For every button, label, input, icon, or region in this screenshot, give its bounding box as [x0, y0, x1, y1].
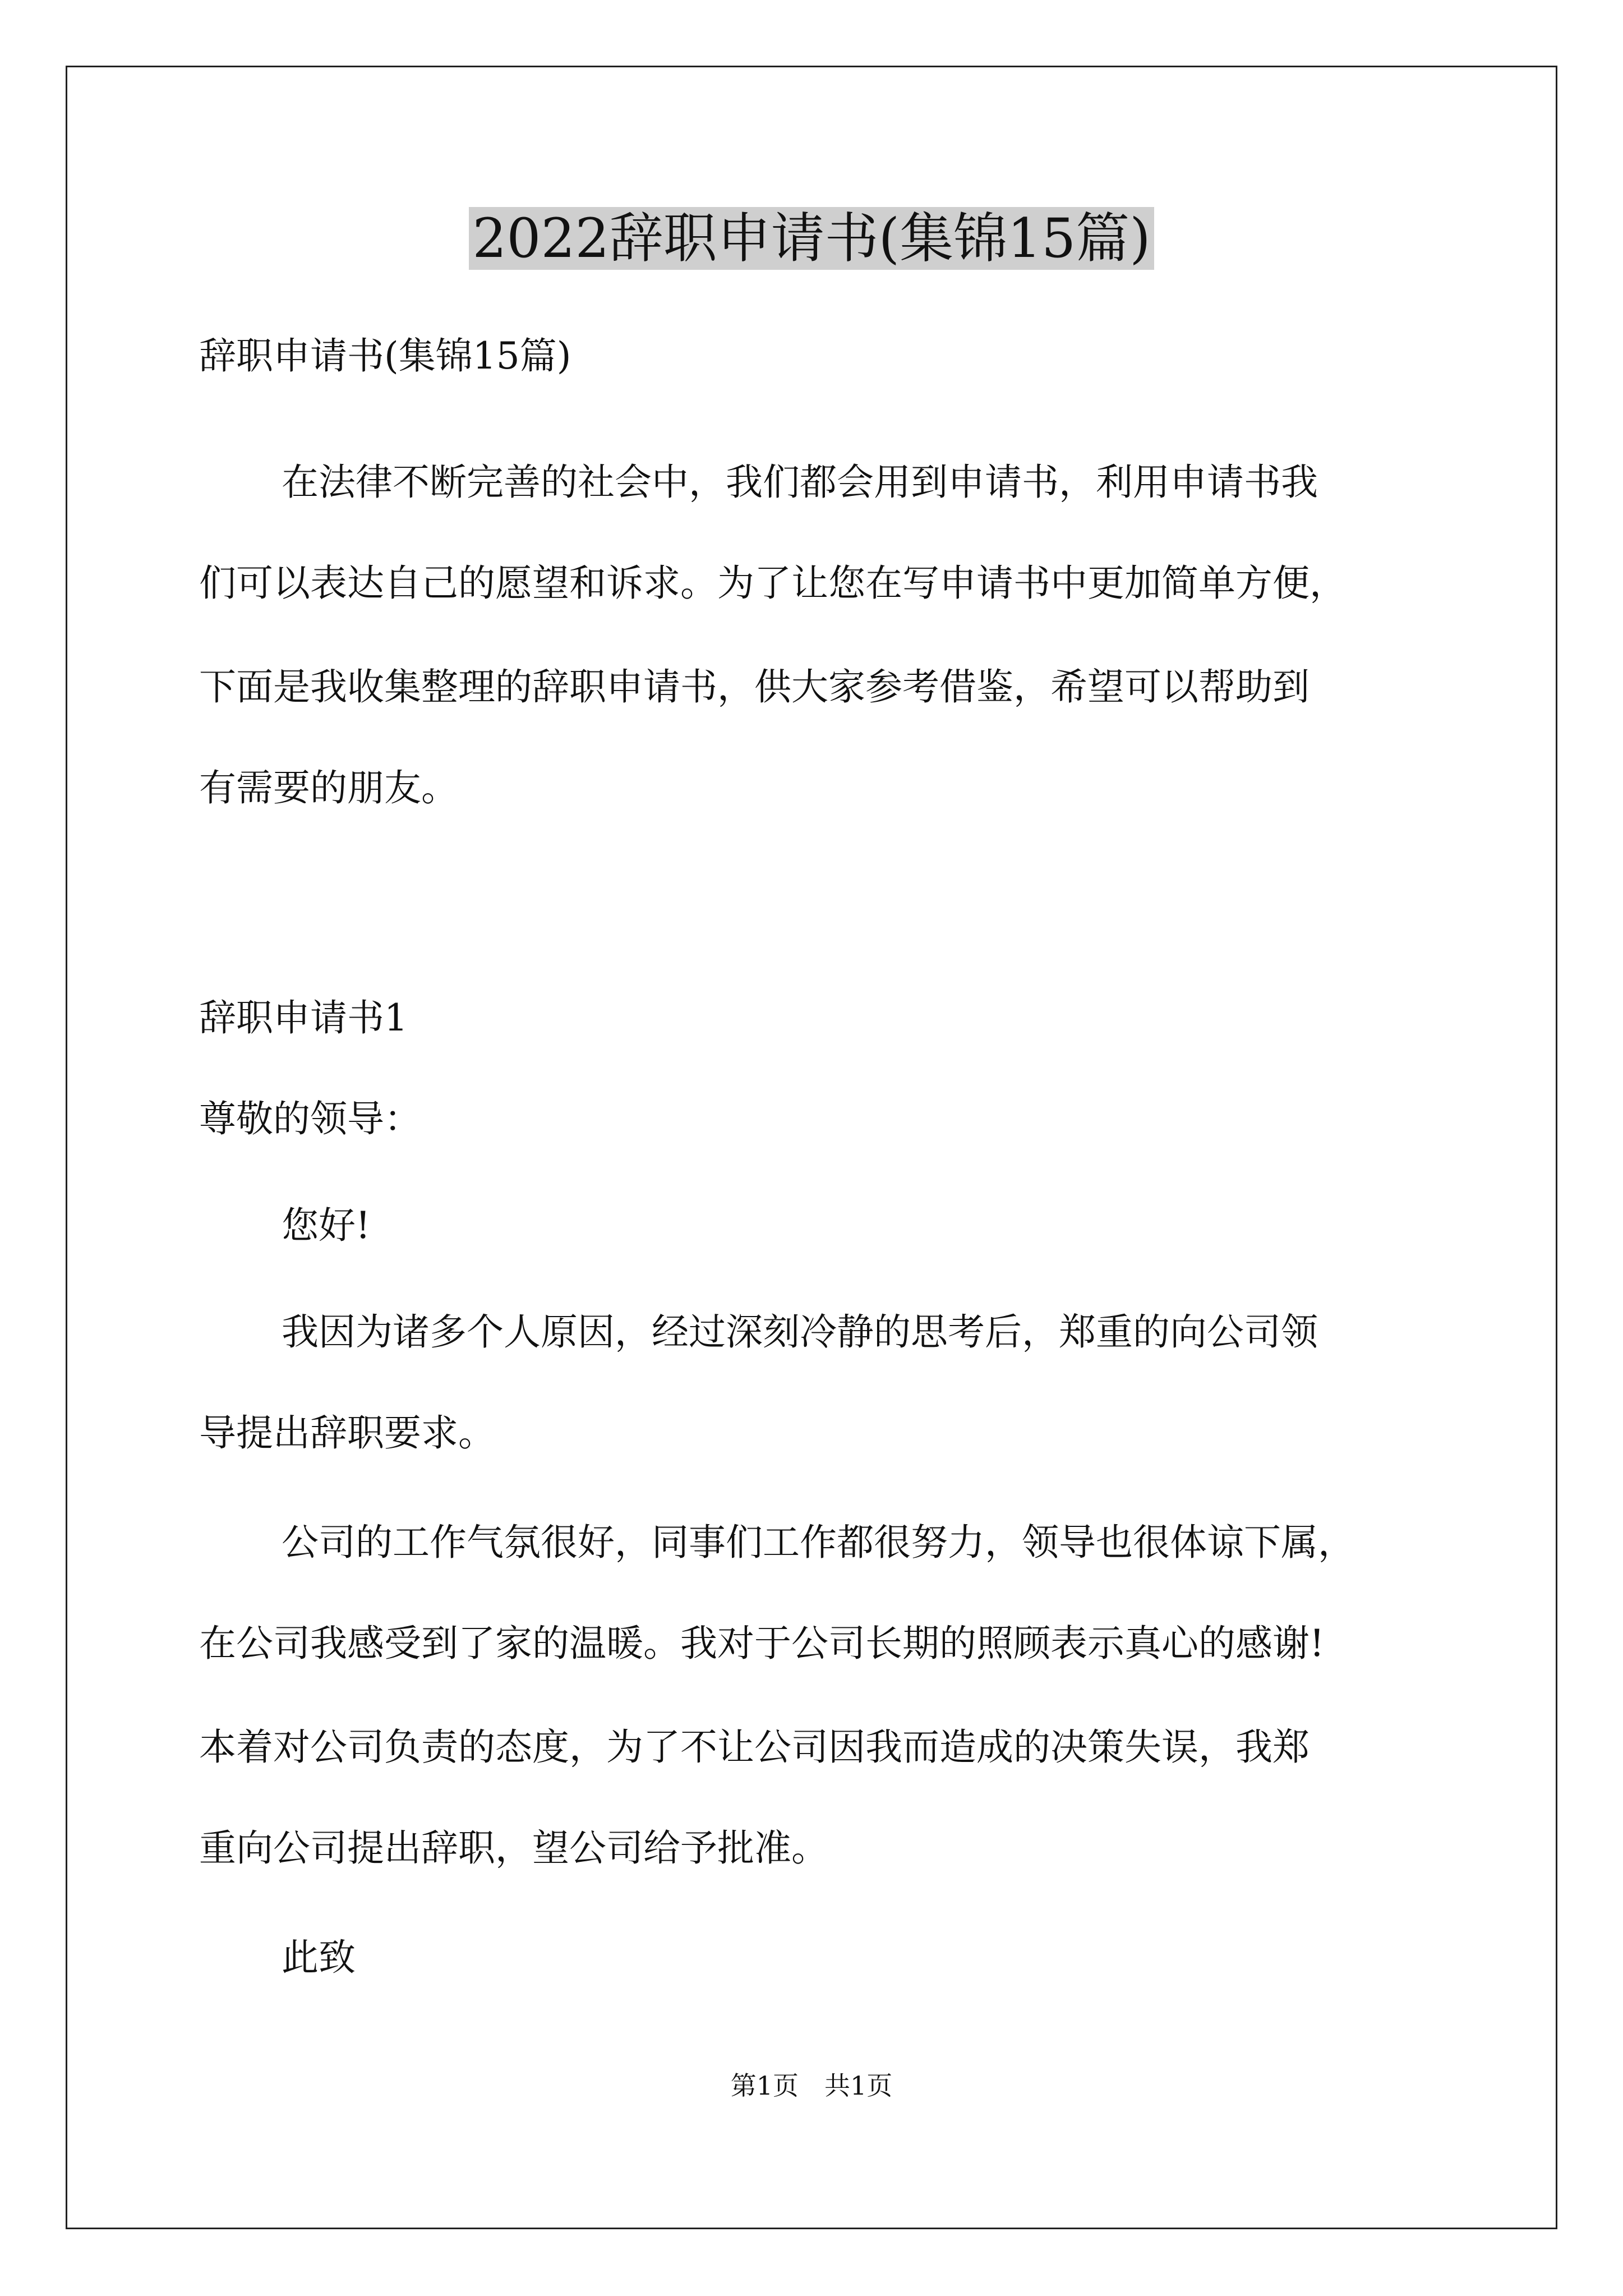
para2-line-3: 本着对公司负责的态度，为了不让公司因我而造成的决策失误，我郑: [199, 1726, 1310, 1769]
page-footer: 第1页 共1页: [730, 2070, 893, 2101]
page-border: [66, 66, 1557, 2229]
intro-line-3: 下面是我收集整理的辞职申请书，供大家参考借鉴，希望可以帮助到: [199, 665, 1310, 708]
para2-line-2: 在公司我感受到了家的温暖。我对于公司长期的照顾表示真心的感谢!: [199, 1622, 1325, 1665]
intro-line-4: 有需要的朋友。: [199, 766, 458, 809]
para1-line-2: 导提出辞职要求。: [199, 1411, 495, 1455]
greeting: 您好!: [282, 1204, 371, 1247]
para1-line-1: 我因为诸多个人原因，经过深刻冷静的思考后，郑重的向公司领: [282, 1310, 1318, 1354]
para2-line-4: 重向公司提出辞职，望公司给予批准。: [199, 1826, 828, 1870]
title-highlight: 2022辞职申请书(集锦15篇): [469, 207, 1154, 270]
closing: 此致: [282, 1936, 356, 1979]
para2-line-1: 公司的工作气氛很好，同事们工作都很努力，领导也很体谅下属，: [282, 1521, 1355, 1564]
section-heading: 辞职申请书1: [199, 996, 408, 1039]
intro-line-1: 在法律不断完善的社会中，我们都会用到申请书，利用申请书我: [282, 461, 1318, 504]
subtitle: 辞职申请书(集锦15篇): [199, 334, 571, 378]
intro-line-2: 们可以表达自己的愿望和诉求。为了让您在写申请书中更加简单方便，: [199, 562, 1347, 605]
document-title: [0, 199, 1623, 278]
salutation: 尊敬的领导：: [199, 1097, 421, 1140]
